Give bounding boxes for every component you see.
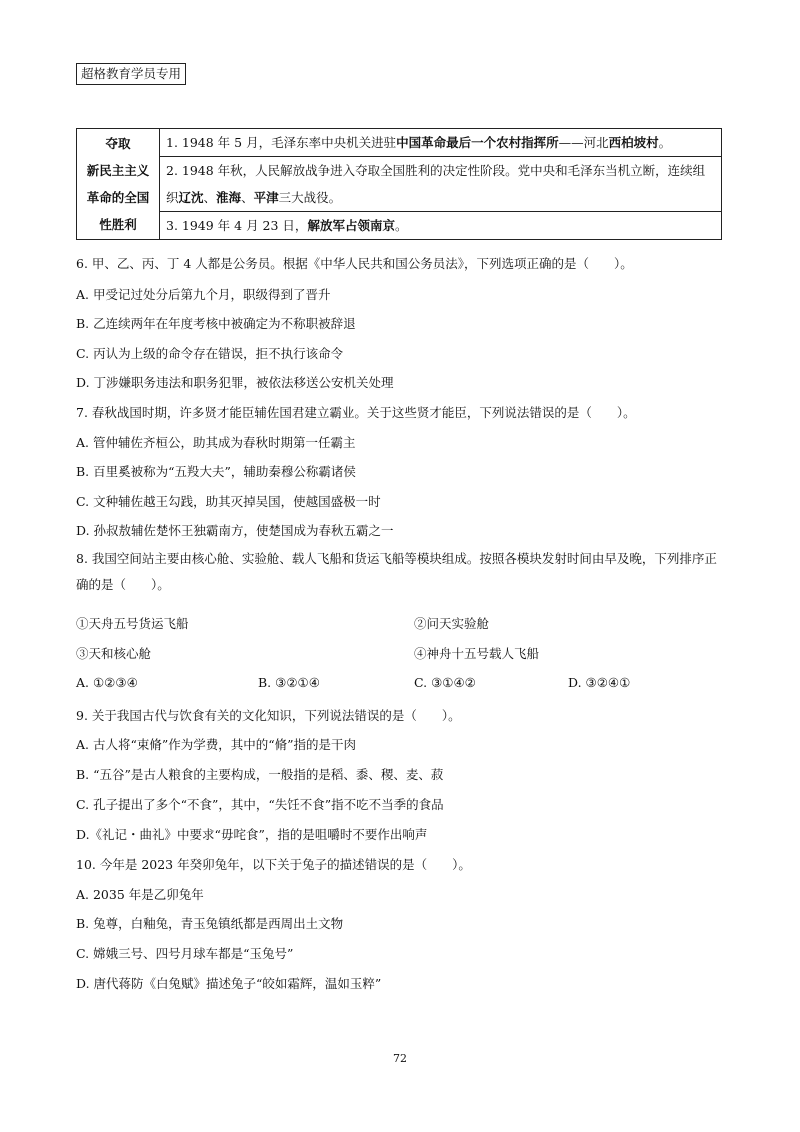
question-6-option-d: D. 丁涉嫌职务违法和职务犯罪，被依法移送公安机关处理 (76, 375, 394, 390)
question-8-item-4: ④神舟十五号载人飞船 (414, 646, 540, 661)
item-text: ——河北 (558, 135, 609, 150)
table-item-2 (160, 157, 722, 212)
question-7-stem: 7. 春秋战国时期，许多贤才能臣辅佐国君建立霸业。关于这些贤才能臣，下列说法错误的是（ ）。 (76, 405, 636, 420)
question-7-option-d: D. 孙叔敖辅佐楚怀王独霸南方，使楚国成为春秋五霸之一 (76, 523, 394, 538)
question-9-option-b: B. “五谷”是古人粮食的主要构成，一般指的是稻、黍、稷、麦、菽 (76, 767, 444, 782)
item-text: 。 (394, 218, 408, 233)
question-6-option-a: A. 甲受记过处分后第九个月，职级得到了晋升 (76, 287, 331, 302)
item-text: 、 (203, 190, 217, 205)
item-bold-text: 淮海 (216, 190, 242, 205)
question-8-option-d: D. ③②④① (568, 675, 631, 690)
question-8-option-a: A. ①②③④ (76, 675, 138, 690)
question-6-stem: 6. 甲、乙、丙、丁 4 人都是公务员。根据《中华人民共和国公务员法》，下列选项正确的是（ ）。 (76, 256, 633, 271)
item-text: 2. 1948 年秋，人民解放战争进入夺取全国胜利的决定性阶段。党中央和毛泽东当机立断，连续组织 (166, 163, 706, 205)
question-8-item-2: ②问天实验舱 (414, 616, 490, 631)
question-10-option-c: C. 嫦娥三号、四号月球车都是“玉兔号” (76, 946, 294, 961)
item-text: 。 (658, 135, 672, 150)
header-label: 超格教育学员专用 (76, 63, 186, 85)
topic-cell (77, 129, 160, 240)
item-bold-text: 解放军占领南京 (307, 218, 395, 233)
item-bold-text: 辽沈 (178, 190, 204, 205)
question-8-item-3: ③天和核心舱 (76, 646, 152, 661)
item-bold-text: 平津 (253, 190, 279, 205)
question-9-option-c: C. 孔子提出了多个“不食”，其中，“失饪不食”指不吃不当季的食品 (76, 797, 444, 812)
topic-line: 革命的全国 (86, 190, 150, 205)
topic-line: 新民主主义 (86, 163, 150, 178)
summary-table (76, 128, 722, 240)
page-number: 72 (393, 1052, 407, 1065)
question-10-stem: 10. 今年是 2023 年癸卯兔年，以下关于兔子的描述错误的是（ ）。 (76, 857, 471, 872)
question-9-stem: 9. 关于我国古代与饮食有关的文化知识，下列说法错误的是（ ）。 (76, 708, 461, 723)
item-bold-text: 西柏坡村 (608, 135, 659, 150)
question-8-option-c: C. ③①④② (414, 675, 476, 690)
item-text: 三大战役。 (278, 190, 342, 205)
topic-line: 性胜利 (99, 217, 137, 232)
question-6-option-c: C. 丙认为上级的命令存在错误，拒不执行该命令 (76, 346, 344, 361)
question-8-option-b: B. ③②①④ (258, 675, 320, 690)
table-item-3 (160, 212, 722, 240)
question-8-item-1: ①天舟五号货运飞船 (76, 616, 189, 631)
question-9-option-a: A. 古人将“束脩”作为学费，其中的“脩”指的是干肉 (76, 737, 357, 752)
item-text: 、 (241, 190, 254, 205)
item-text: 1. 1948 年 5 月，毛泽东率中央机关进驻 (166, 135, 397, 150)
table-row (77, 157, 722, 212)
question-7-option-c: C. 文种辅佐越王勾践，助其灭掉吴国，使越国盛极一时 (76, 494, 381, 509)
table-item-1 (160, 129, 722, 157)
question-10-option-a: A. 2035 年是乙卯兔年 (76, 887, 204, 902)
table-row (77, 129, 722, 157)
item-bold-text: 中国革命最后一个农村指挥所 (396, 135, 559, 150)
question-9-option-d: D.《礼记・曲礼》中要求“毋咤食”，指的是咀嚼时不要作出响声 (76, 827, 428, 842)
question-8-stem: 8. 我国空间站主要由核心舱、实验舱、载人飞船和货运飞船等模块组成。按照各模块发射时间由早及晚，下列排序正确的是（ ）。 (76, 551, 717, 592)
table-row (77, 212, 722, 240)
question-6-option-b: B. 乙连续两年在年度考核中被确定为不称职被辞退 (76, 316, 356, 331)
question-10-option-d: D. 唐代蒋防《白兔赋》描述兔子“皎如霜辉，温如玉粹” (76, 976, 382, 991)
question-7-option-b: B. 百里奚被称为“五羖大夫”，辅助秦穆公称霸诸侯 (76, 464, 356, 479)
topic-line: 夺取 (105, 136, 131, 151)
item-text: 3. 1949 年 4 月 23 日， (166, 218, 308, 233)
question-7-option-a: A. 管仲辅佐齐桓公，助其成为春秋时期第一任霸主 (76, 435, 356, 450)
question-10-option-b: B. 兔尊，白釉兔，青玉兔镇纸都是西周出土文物 (76, 916, 344, 931)
